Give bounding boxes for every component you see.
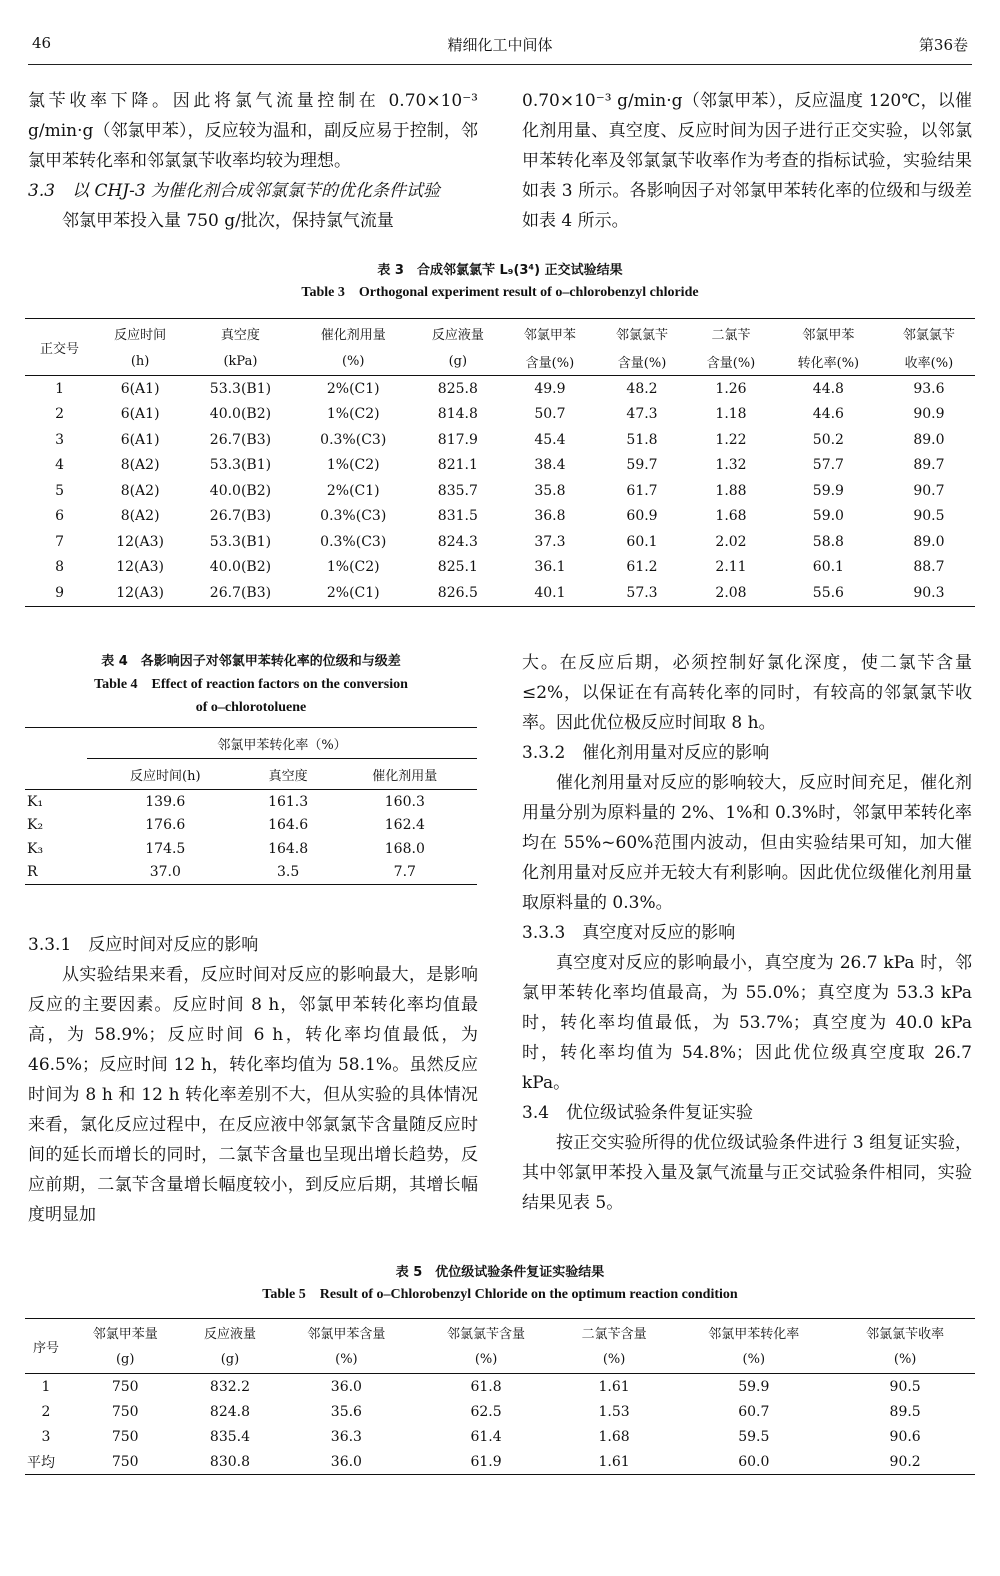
- table-cell: 36.1: [534, 559, 566, 576]
- table-row: [25, 1449, 975, 1475]
- table-cell: 8: [55, 559, 64, 576]
- table-cell: 174.5: [145, 840, 186, 857]
- section-heading-3-3-3: 3.3.3 真空度对反应的影响: [522, 923, 736, 943]
- table-row: [25, 453, 975, 479]
- table-cell: 59.5: [738, 1428, 770, 1445]
- table-header-unit: (g): [67, 1346, 183, 1374]
- table-cell: 36.0: [330, 1378, 362, 1395]
- table-cell: 53.3(B1): [209, 380, 272, 397]
- table-cell: 26.7(B3): [209, 508, 272, 525]
- table-header-unit: (%): [835, 1346, 975, 1374]
- table-cell: 3.5: [244, 861, 333, 885]
- table-cell: 3: [55, 431, 64, 448]
- table-cell: 37.3: [534, 533, 566, 550]
- table-cell: 1.32: [715, 457, 747, 474]
- table-cell: 824.8: [209, 1403, 251, 1420]
- table4-caption: [25, 650, 477, 719]
- volume-number: 第36卷: [918, 36, 968, 54]
- table-header-cell: 真空度: [244, 759, 333, 790]
- table4-caption-en-2: of o–chlorotoluene: [195, 700, 307, 715]
- journal-title: 精细化工中间体: [447, 36, 553, 54]
- table-header-cell: 催化剂用量: [333, 759, 477, 790]
- table-row: [25, 861, 477, 885]
- paragraph: 氯苄收率下降。因此将氯气流量控制在 0.70×10⁻³ g/min·g（邻氯甲苯），反应较为温和，副反应易于控制，邻氯甲苯转化率和邻氯氯苄收率均较为理想。: [28, 91, 478, 171]
- paragraph: 邻氯甲苯投入量 750 g/批次，保持氯气流量: [62, 211, 394, 231]
- table-cell: 8(A2): [120, 508, 160, 525]
- table-cell: 55.6: [774, 580, 883, 606]
- table3: [25, 318, 975, 607]
- table-header-unit: 含量(%): [596, 347, 688, 376]
- table-cell: 9: [25, 580, 94, 606]
- table-cell: 89.5: [889, 1403, 921, 1420]
- page-number: 46: [32, 34, 52, 52]
- table-cell: 40.1: [504, 580, 596, 606]
- table-cell: 61.4: [470, 1428, 502, 1445]
- table-cell: 89.7: [913, 457, 945, 474]
- table-header-cell: 反应时间(h): [87, 759, 244, 790]
- table3-caption-en: Table 3 Orthogonal experiment result of o–chlorobenzyl chloride: [301, 285, 699, 300]
- table-cell: 60.0: [672, 1449, 835, 1475]
- table5-caption-cn: 表 5 优位级试验条件复证实验结果: [395, 1265, 605, 1280]
- table-cell: 59.9: [812, 482, 844, 499]
- table-cell: 2%(C1): [326, 380, 380, 397]
- table-cell: 48.2: [626, 380, 658, 397]
- table-cell: 161.3: [268, 793, 309, 810]
- table-cell: 36.8: [534, 508, 566, 525]
- table-cell: 90.6: [889, 1428, 921, 1445]
- section-heading-3-4: 3.4 优位级试验条件复证实验: [522, 1103, 754, 1123]
- table-cell: 90.5: [889, 1378, 921, 1395]
- table-cell: 53.3(B1): [209, 457, 272, 474]
- table-cell: 60.9: [626, 508, 658, 525]
- table-cell: 1.61: [598, 1378, 630, 1395]
- table-header-unit: 转化率(%): [774, 347, 883, 376]
- table-header-cell: 邻氯甲苯: [504, 319, 596, 348]
- table-cell: 2: [41, 1403, 51, 1420]
- table-header-cell: 序号: [25, 1319, 67, 1374]
- table-cell: 60.1: [626, 533, 658, 550]
- table-cell: 830.8: [183, 1449, 276, 1475]
- table-cell: 835.7: [437, 482, 478, 499]
- table-cell: 1.68: [715, 508, 747, 525]
- table-cell: 824.3: [437, 533, 478, 550]
- table-cell: 825.8: [437, 380, 478, 397]
- table-cell: 3: [41, 1428, 51, 1445]
- table-cell: 750: [111, 1378, 139, 1395]
- table-cell: 6(A1): [120, 380, 160, 397]
- left-column-bottom: [28, 930, 478, 1230]
- table-header-unit: (g): [412, 347, 504, 376]
- table-cell: 832.2: [209, 1378, 251, 1395]
- table-cell: 7.7: [333, 861, 477, 885]
- table-cell: 50.7: [534, 406, 566, 423]
- section-heading-3-3: 3.3 以 CHJ-3 为催化剂合成邻氯氯苄的优化条件试验: [28, 181, 441, 201]
- table-row: [25, 1424, 975, 1449]
- table-cell: 1.18: [715, 406, 747, 423]
- table-cell: 59.7: [626, 457, 658, 474]
- table-header-unit: (%): [556, 1346, 672, 1374]
- table-cell: 8(A2): [120, 457, 160, 474]
- table-cell: 817.9: [437, 431, 478, 448]
- table-cell: 58.8: [812, 533, 844, 550]
- table-cell: 835.4: [209, 1428, 251, 1445]
- table-cell: 1.88: [715, 482, 747, 499]
- table-cell: 1%(C2): [326, 457, 380, 474]
- table-row: [25, 555, 975, 581]
- table-cell: 57.3: [596, 580, 688, 606]
- table-cell: 1.26: [715, 380, 747, 397]
- table-row: [25, 790, 477, 814]
- table-cell: 59.9: [738, 1378, 770, 1395]
- table-cell: 36.0: [277, 1449, 417, 1475]
- paragraph: 大。在反应后期，必须控制好氯化深度，使二氯苄含量≤2%，以保证在有高转化率的同时，有较高的邻氯氯苄收率。因此优位极反应时间取 8 h。: [522, 653, 972, 733]
- table-cell: 40.0(B2): [209, 559, 272, 576]
- table-header-unit: (g): [183, 1346, 276, 1374]
- table-cell: 61.9: [416, 1449, 556, 1475]
- table-header-unit: 收率(%): [883, 347, 975, 376]
- right-column-bottom: [522, 648, 972, 1218]
- table-cell: 2.11: [715, 559, 747, 576]
- table-cell: 6(A1): [120, 431, 160, 448]
- table-cell: 162.4: [384, 817, 425, 834]
- table-cell: 8(A2): [120, 482, 160, 499]
- table-cell: K₂: [27, 817, 44, 834]
- table-cell: 2%(C1): [326, 482, 380, 499]
- table-cell: 51.8: [626, 431, 658, 448]
- table-header-cell: 邻氯氯苄含量: [416, 1319, 556, 1347]
- table-cell: 44.6: [812, 406, 844, 423]
- table-cell: 750: [111, 1403, 139, 1420]
- table-cell: 90.2: [835, 1449, 975, 1475]
- paragraph: 按正交实验所得的优位级试验条件进行 3 组复证实验，其中邻氯甲苯投入量及氯气流量与正交试验条件相同，实验结果见表 5。: [522, 1133, 972, 1213]
- section-heading-3-3-2: 3.3.2 催化剂用量对反应的影响: [522, 743, 770, 763]
- table-cell: 61.2: [626, 559, 658, 576]
- table-header-unit: (%): [277, 1346, 417, 1374]
- table-cell: 1.61: [556, 1449, 672, 1475]
- table-row: [25, 529, 975, 555]
- table-header-cell: 邻氯甲苯: [774, 319, 883, 348]
- table-header-unit: (%): [295, 347, 412, 376]
- table-cell: 61.7: [626, 482, 658, 499]
- table-cell: 2%(C1): [295, 580, 412, 606]
- section-heading-3-3-1: 3.3.1 反应时间对反应的影响: [28, 935, 259, 955]
- paragraph: 从实验结果来看，反应时间对反应的影响最大，是影响反应的主要因素。反应时间 8 h，邻氯甲苯转化率均值最高，为 58.9%；反应时间 6 h，转化率均值最低，为 46.5%；反应时间 12 h，转化率均值为 58.1%。虽然反应时间为 8 h 和 12 h 转化率差别不大，但从实验的具体情况来看，氯化反应过程中，在反应液中邻氯氯苄含量随反应时间的延长而增长的同时，二氯苄含量也呈现出增长趋势，反应前期，二氯苄含量增长幅度较小，到反应后期，其增长幅度明显加: [28, 965, 478, 1225]
- table5: [25, 1318, 975, 1475]
- table-header-cell: 反应时间: [94, 319, 186, 348]
- table-cell: 90.7: [913, 482, 945, 499]
- table5-caption: [25, 1262, 975, 1306]
- table-cell: 6(A1): [120, 406, 160, 423]
- table-row: [25, 478, 975, 504]
- table-header-cell: 正交号: [25, 319, 94, 376]
- table-header-cell: 邻氯氯苄收率: [835, 1319, 975, 1347]
- table3-caption-cn: 表 3 合成邻氯氯苄 L₉(3⁴) 正交试验结果: [377, 263, 623, 278]
- table-cell: 176.6: [145, 817, 186, 834]
- table-header-unit: 含量(%): [504, 347, 596, 376]
- table-cell: 164.6: [268, 817, 309, 834]
- table-cell: 93.6: [913, 380, 945, 397]
- table-header-cell: 邻氯甲苯含量: [277, 1319, 417, 1347]
- table-cell: 825.1: [437, 559, 478, 576]
- table-cell: 1.22: [715, 431, 747, 448]
- table-cell: 164.8: [268, 840, 309, 857]
- table-header-cell: 催化剂用量: [295, 319, 412, 348]
- table-cell: 2.08: [688, 580, 774, 606]
- table-cell: 2.02: [715, 533, 747, 550]
- table-cell: 36.3: [330, 1428, 362, 1445]
- table-header-unit: (kPa): [186, 347, 295, 376]
- table-cell: R: [25, 861, 87, 885]
- left-column-top: [28, 86, 478, 236]
- table-cell: 50.2: [812, 431, 844, 448]
- table-cell: 750: [111, 1428, 139, 1445]
- table-row: [25, 1374, 975, 1400]
- table-row: [25, 376, 975, 402]
- table-cell: 1: [41, 1378, 51, 1395]
- table-cell: 139.6: [145, 793, 186, 810]
- table-cell: 160.3: [384, 793, 425, 810]
- table-header-unit: 含量(%): [688, 347, 774, 376]
- table-cell: 5: [55, 482, 64, 499]
- table-cell: 61.8: [470, 1378, 502, 1395]
- table-cell: 1%(C2): [326, 559, 380, 576]
- table-header-cell: 邻氯甲苯转化率: [672, 1319, 835, 1347]
- table-cell: 814.8: [437, 406, 478, 423]
- table-cell: 826.5: [412, 580, 504, 606]
- table-row: [25, 1399, 975, 1424]
- table-cell: 6: [55, 508, 64, 525]
- table-cell: 12(A3): [116, 559, 164, 576]
- table-header-cell: 邻氯氯苄: [596, 319, 688, 348]
- table-cell: 750: [67, 1449, 183, 1475]
- table-cell: 0.3%(C3): [320, 431, 387, 448]
- table-cell: 1.53: [598, 1403, 630, 1420]
- table-cell: 53.3(B1): [209, 533, 272, 550]
- table-cell: 平均: [25, 1449, 67, 1475]
- table-row: [25, 504, 975, 530]
- table3-caption: [25, 260, 975, 304]
- table-cell: 57.7: [812, 457, 844, 474]
- table4-caption-en: Table 4 Effect of reaction factors on the conversion: [94, 677, 408, 692]
- table-header-cell: 二氯苄含量: [556, 1319, 672, 1347]
- table-cell: 35.6: [330, 1403, 362, 1420]
- table-cell: K₁: [27, 793, 44, 810]
- table-row: [25, 837, 477, 861]
- table-cell: 12(A3): [94, 580, 186, 606]
- paragraph: 真空度对反应的影响最小，真空度为 26.7 kPa 时，邻氯甲苯转化率均值最高，为 55.0%；真空度为 53.3 kPa 时，转化率均值最低，为 53.7%；真空度为 40.0 kPa 时，转化率均值为 54.8%；因此优位级真空度取 26.7 kPa。: [522, 953, 972, 1093]
- table-cell: 59.0: [812, 508, 844, 525]
- table-header-unit: (h): [94, 347, 186, 376]
- table-cell: 0.3%(C3): [320, 508, 387, 525]
- table-header-cell: 反应液量: [412, 319, 504, 348]
- table-cell: 35.8: [534, 482, 566, 499]
- table-cell: 89.0: [913, 533, 945, 550]
- table-row: [25, 580, 975, 606]
- table-cell: 45.4: [534, 431, 566, 448]
- table4: [25, 727, 477, 885]
- table-cell: 37.0: [87, 861, 244, 885]
- table-cell: 26.7(B3): [209, 431, 272, 448]
- table5-caption-en: Table 5 Result of o–Chlorobenzyl Chloride on the optimum reaction condition: [262, 1287, 738, 1302]
- table-cell: 38.4: [534, 457, 566, 474]
- table-cell: 4: [55, 457, 64, 474]
- right-column-top: [522, 86, 972, 236]
- table-row: [25, 814, 477, 838]
- table-header-unit: (%): [416, 1346, 556, 1374]
- table-cell: 40.0(B2): [209, 482, 272, 499]
- table-cell: 90.5: [913, 508, 945, 525]
- table-cell: 90.3: [883, 580, 975, 606]
- table-cell: 62.5: [470, 1403, 502, 1420]
- table-cell: 26.7(B3): [186, 580, 295, 606]
- table-cell: 821.1: [437, 457, 478, 474]
- table-cell: 7: [55, 533, 64, 550]
- table-cell: 49.9: [534, 380, 566, 397]
- table-cell: 89.0: [913, 431, 945, 448]
- table-cell: 88.7: [913, 559, 945, 576]
- paragraph: 催化剂用量对反应的影响较大，反应时间充足，催化剂用量分别为原料量的 2%、1%和 0.3%时，邻氯甲苯转化率均在 55%~60%范围内波动，但由实验结果可知，加大催化剂用量对反应并无较大有利影响。因此优位级催化剂用量取原料量的 0.3%。: [522, 773, 972, 913]
- table-cell: 60.1: [812, 559, 844, 576]
- table-cell: 168.0: [384, 840, 425, 857]
- running-header: [28, 28, 972, 65]
- table4-caption-cn: 表 4 各影响因子对邻氯甲苯转化率的位级和与级差: [101, 654, 401, 669]
- table-cell: 40.0(B2): [209, 406, 272, 423]
- table-cell: 12(A3): [116, 533, 164, 550]
- table-cell: 47.3: [626, 406, 658, 423]
- table-header-cell: 邻氯氯苄: [883, 319, 975, 348]
- table-cell: 1.68: [598, 1428, 630, 1445]
- paragraph: 0.70×10⁻³ g/min·g（邻氯甲苯），反应温度 120℃，以催化剂用量、真空度、反应时间为因子进行正交实验，以邻氯甲苯转化率及邻氯氯苄收率作为考查的指标试验，实验结果如表 3 所示。各影响因子对邻氯甲苯转化率的位级和与级差如表 4 所示。: [522, 91, 972, 231]
- table-cell: 1%(C2): [326, 406, 380, 423]
- table-cell: 44.8: [812, 380, 844, 397]
- table-cell: 90.9: [913, 406, 945, 423]
- table-cell: 1: [55, 380, 64, 397]
- table-cell: 831.5: [437, 508, 478, 525]
- table-header-cell: 二氯苄: [688, 319, 774, 348]
- table-cell: 60.7: [738, 1403, 770, 1420]
- table-header-unit: (%): [672, 1346, 835, 1374]
- table-header-cell: 真空度: [186, 319, 295, 348]
- table-group-header: 邻氯甲苯转化率（%）: [87, 728, 477, 759]
- table-row: [25, 402, 975, 428]
- table-header-cell: 邻氯甲苯量: [67, 1319, 183, 1347]
- table-cell: 2: [55, 406, 64, 423]
- table-row: [25, 427, 975, 453]
- table-header-cell: 反应液量: [183, 1319, 276, 1347]
- table-cell: 0.3%(C3): [320, 533, 387, 550]
- table-cell: K₃: [27, 840, 44, 857]
